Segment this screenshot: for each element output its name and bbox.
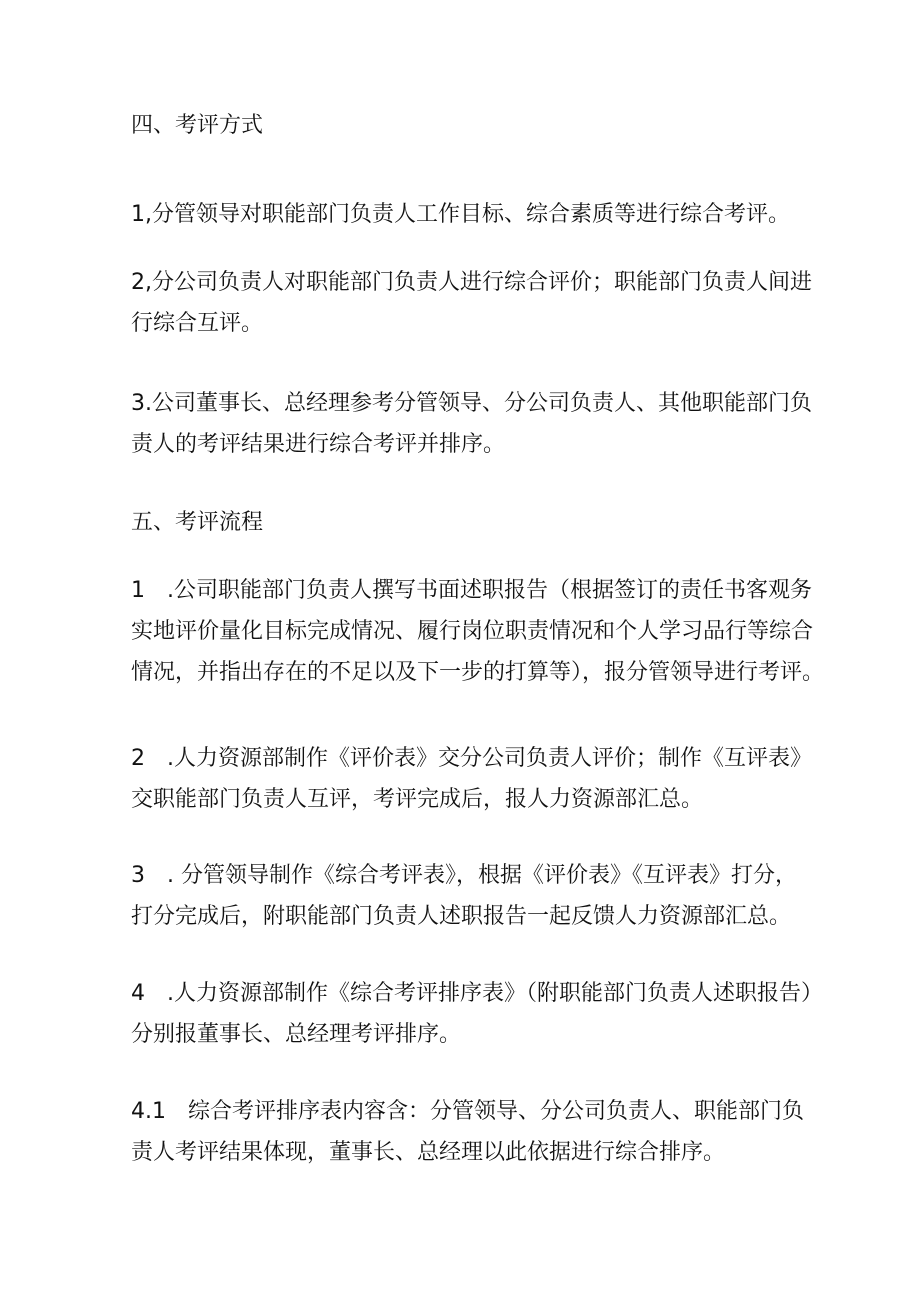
paragraph-line: 实地评价量化目标完成情况、履行岗位职责情况和个人学习品行等综合 [131,619,814,644]
paragraph-line: 1,分管领导对职能部门负责人工作目标、综合素质等进行综合考评。 [131,202,790,227]
paragraph-line: 2,分公司负责人对职能部门负责人进行综合评价；职能部门负责人间进 [131,270,812,295]
paragraph-line: 打分完成后，附职能部门负责人述职报告一起反馈人力资源部汇总。 [131,904,792,929]
paragraph-line: 2 .人力资源部制作《评价表》交分公司负责人评价；制作《互评表》 [131,746,812,771]
section-heading-4 [131,105,811,146]
paragraph-5-4 [131,973,823,1055]
paragraph-line: 行综合互评。 [131,311,264,336]
section-heading-5 [131,502,811,543]
paragraph-5-1 [131,570,825,693]
heading-text: 四、考评方式 [131,113,264,138]
paragraph-line: 1 .公司职能部门负责人撰写书面述职报告（根据签订的责任书客观务 [131,578,812,603]
paragraph-line: 责人的考评结果进行综合考评并排序。 [131,432,506,457]
paragraph-line: 4.1 综合考评排序表内容含：分管领导、分公司负责人、职能部门负 [131,1099,804,1124]
paragraph-line: 3 . 分管领导制作《综合考评表》，根据《评价表》《互评表》打分， [131,863,797,888]
paragraph-5-2 [131,738,811,820]
paragraph-4-3 [131,383,811,465]
paragraph-line: 交职能部门负责人互评，考评完成后，报人力资源部汇总。 [131,787,704,812]
paragraph-line: 分别报董事长、总经理考评排序。 [131,1022,462,1047]
paragraph-line: 情况，并指出存在的不足以及下一步的打算等），报分管领导进行考评。 [131,660,825,685]
paragraph-line: 3.公司董事长、总经理参考分管领导、分公司负责人、其他职能部门负 [131,391,812,416]
paragraph-line: 责人考评结果体现，董事长、总经理以此依据进行综合排序。 [131,1140,726,1165]
paragraph-line: 4 .人力资源部制作《综合考评排序表》（附职能部门负责人述职报告） [131,981,823,1006]
paragraph-4-1 [131,194,811,235]
paragraph-5-4-1 [131,1091,811,1173]
paragraph-4-2 [131,262,811,344]
paragraph-5-3 [131,855,811,937]
heading-text: 五、考评流程 [131,510,264,535]
